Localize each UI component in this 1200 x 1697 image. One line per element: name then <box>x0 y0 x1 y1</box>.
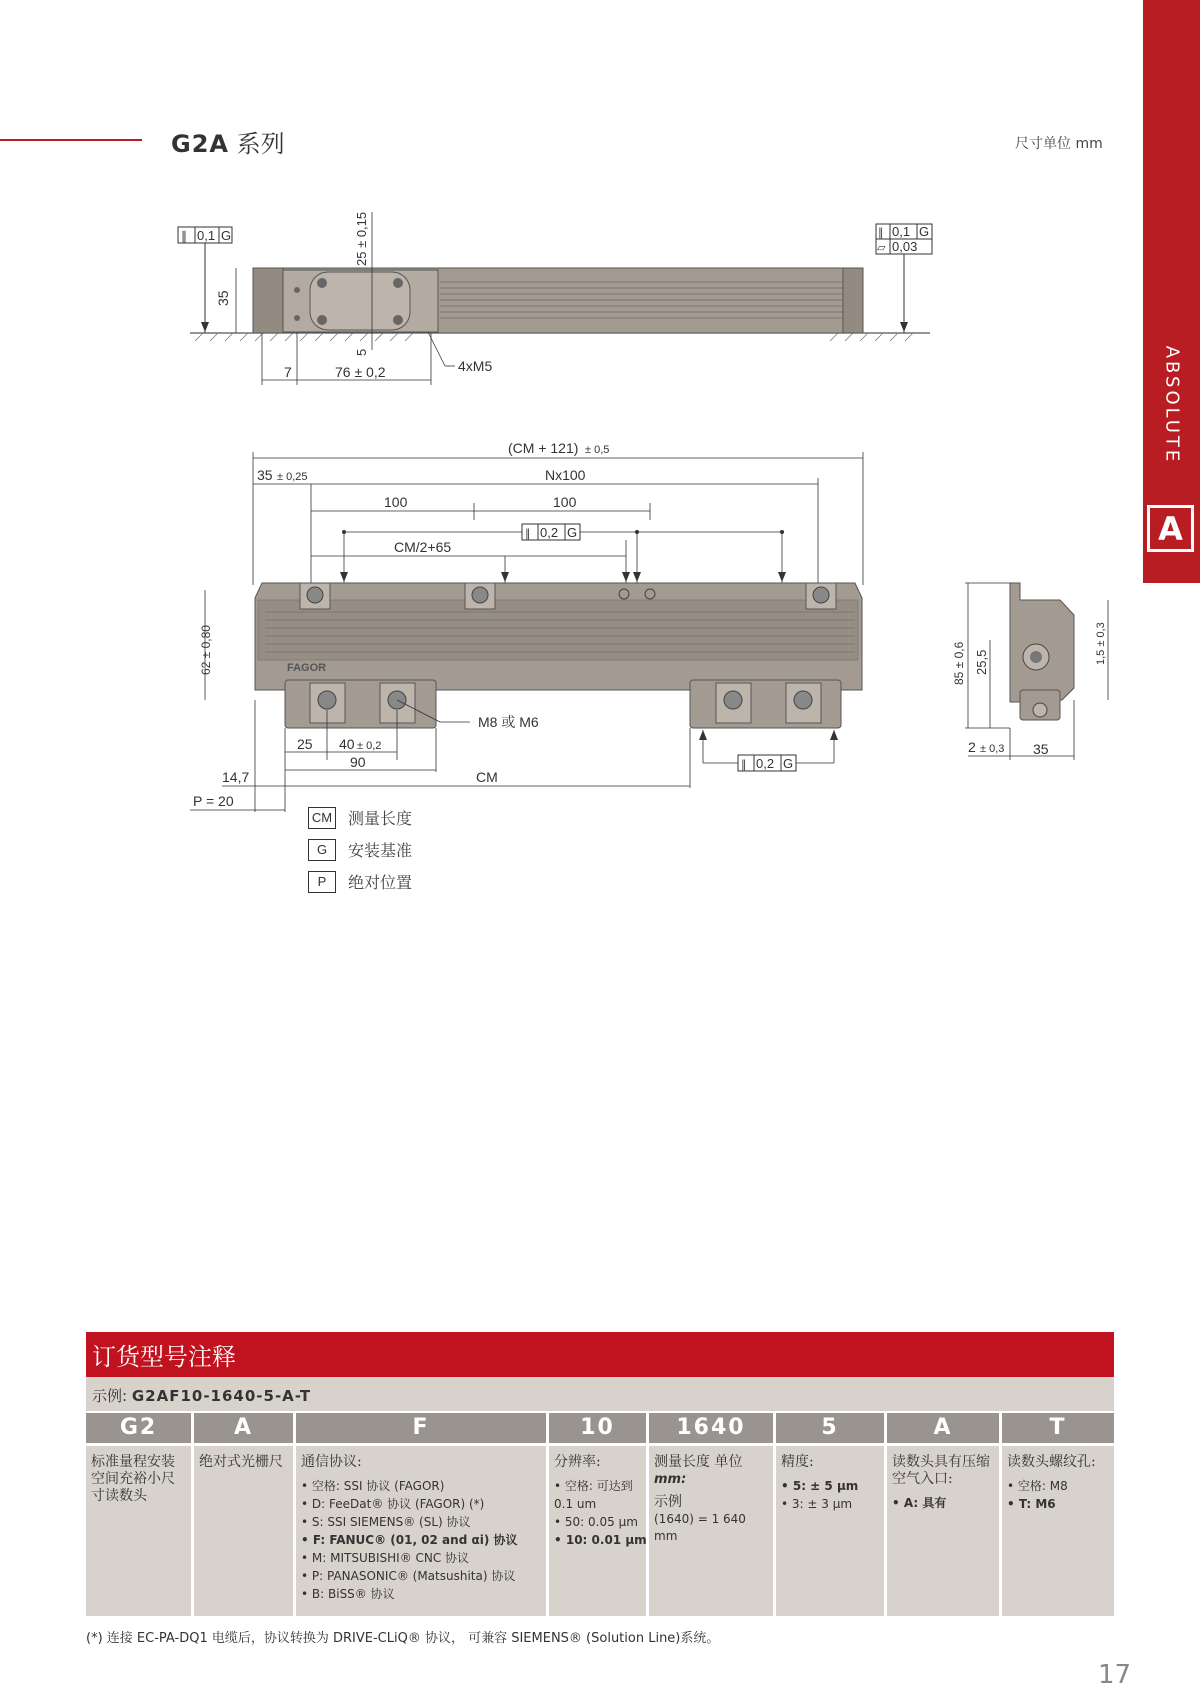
desc-10-list <box>554 1477 647 1549</box>
dim-nx100: Nx100 <box>545 467 586 483</box>
tol-right2-value: 0,03 <box>892 239 918 254</box>
unit-note: 尺寸单位 mm <box>1015 136 1103 152</box>
absolute-side-tab <box>1143 0 1200 583</box>
list-item: • 10: 0.01 μm <box>554 1531 641 1549</box>
order-title: 订货型号注释 <box>86 1332 1114 1377</box>
side-dim-255: 25,5 <box>974 649 989 675</box>
tol-left-value: 0,1 <box>197 228 216 243</box>
desc-t-title: 读数头螺纹孔: <box>1007 1454 1096 1470</box>
code-cell: 10 <box>549 1413 646 1443</box>
tol-bottom-ref: G <box>783 756 794 771</box>
desc-1640-title: 测量长度 单位 <box>654 1454 743 1470</box>
dim-p: P = 20 <box>193 793 234 809</box>
dim-overall-tol: ± 0,5 <box>585 444 610 456</box>
side-tab-letter: A <box>1147 505 1194 552</box>
list-item: • 5: ± 5 μm <box>781 1477 879 1495</box>
footnote: (*) 连接 EC-PA-DQ1 电缆后，协议转换为 DRIVE-CLiQ® 协议， 可兼容 SIEMENS® (Solution Line)系统。 <box>86 1631 720 1646</box>
list-item: • P: PANASONIC® (Matsushita) 协议 <box>301 1567 541 1585</box>
side-dim-2-tol: ± 0,3 <box>980 743 1005 755</box>
dim-90: 90 <box>350 754 366 770</box>
dim-cm: CM <box>476 769 498 785</box>
dim-40-tol: ± 0,2 <box>357 740 382 752</box>
code-cell: A <box>887 1413 999 1443</box>
tol-flat-value: 0,2 <box>540 525 559 540</box>
legend-key: CM <box>308 807 336 829</box>
dim-height-35: 35 <box>215 290 231 306</box>
list-item: • 空格: 可达到 0.1 um <box>554 1477 641 1513</box>
desc-a2-list <box>892 1494 994 1512</box>
desc-5-list <box>781 1477 879 1513</box>
desc-1640-value: (1640) = 1 640 mm <box>654 1512 746 1543</box>
front-view <box>190 440 863 812</box>
desc-a: 绝对式光栅尺 <box>194 1446 293 1616</box>
dim-100b: 100 <box>553 494 577 510</box>
code-cell: 1640 <box>649 1413 773 1443</box>
tol-flat-symbol: ∥ <box>525 528 531 540</box>
tol-right-value: 0,1 <box>892 224 911 239</box>
code-cell: F <box>296 1413 546 1443</box>
tol-flat-ref: G <box>567 525 578 540</box>
list-item: • F: FANUC® (01, 02 and αi) 协议 <box>301 1531 541 1549</box>
side-dim-15: 1,5 ± 0,3 <box>1095 622 1107 665</box>
side-tab-label: ABSOLUTE <box>1161 345 1183 465</box>
desc-1640 <box>649 1446 773 1616</box>
list-item: • T: M6 <box>1007 1495 1109 1513</box>
screw-size: M8 或 M6 <box>478 714 539 730</box>
desc-g2: 标准量程安装空间充裕小尺寸读数头 <box>86 1446 191 1616</box>
code-cell: 5 <box>776 1413 884 1443</box>
tol-right2-symbol: ⏥ <box>877 242 886 254</box>
desc-a2-title: 读数头具有压缩空气入口: <box>892 1454 990 1487</box>
list-item: • M: MITSUBISHI® CNC 协议 <box>301 1549 541 1567</box>
tol-bottom-value: 0,2 <box>756 756 775 771</box>
side-view <box>952 583 1108 760</box>
example-row <box>86 1377 1114 1411</box>
dim-7: 7 <box>284 364 292 380</box>
side-tab-label-wrap <box>1150 330 1194 480</box>
legend-desc: 安装基准 <box>348 841 413 860</box>
side-dim-2: 2 <box>968 739 976 755</box>
code-cell: G2 <box>86 1413 191 1443</box>
side-dim-85: 85 ± 0,6 <box>952 641 966 685</box>
tol-right-symbol: ∥ <box>878 227 884 239</box>
list-item: • 50: 0.05 μm <box>554 1513 641 1531</box>
dim-cm-half: CM/2+65 <box>394 539 452 555</box>
dim-25-front: 25 <box>297 736 313 752</box>
desc-5-title: 精度: <box>781 1454 814 1470</box>
dim-5: 5 <box>354 348 369 356</box>
desc-a2 <box>887 1446 999 1616</box>
legend-item-cm <box>308 806 412 829</box>
desc-5 <box>776 1446 884 1616</box>
list-item: • B: BiSS® 协议 <box>301 1585 541 1603</box>
tol-left-symbol: ∥ <box>181 229 187 243</box>
dim-76: 76 ± 0,2 <box>335 364 386 380</box>
side-dim-35: 35 <box>1033 741 1049 757</box>
series-word: 系列 <box>236 130 285 158</box>
dim-147: 14,7 <box>222 769 250 785</box>
series-code: G2A <box>171 130 229 158</box>
desc-t-list <box>1007 1477 1109 1513</box>
legend-key: P <box>308 871 336 893</box>
dim-35: 35 <box>257 467 273 483</box>
dim-35-tol: ± 0,25 <box>277 471 308 483</box>
list-item: • D: FeeDat® 协议 (FAGOR) (*) <box>301 1495 541 1513</box>
desc-10 <box>549 1446 646 1616</box>
code-cell: A <box>194 1413 293 1443</box>
example-code: G2AF10-1640-5-A-T <box>131 1387 312 1405</box>
brand-fagor: FAGOR <box>287 662 327 674</box>
dim-height-62: 62 ± 0,80 <box>199 625 213 675</box>
list-item: • S: SSI SIEMENS® (SL) 协议 <box>301 1513 541 1531</box>
legend-desc: 测量长度 <box>348 809 413 828</box>
list-item: • 空格: SSI 协议 (FAGOR) <box>301 1477 541 1495</box>
order-code-row <box>86 1413 1114 1443</box>
dim-40: 40 <box>339 736 355 752</box>
desc-f <box>296 1446 546 1616</box>
order-description-row <box>86 1446 1114 1616</box>
desc-f-title: 通信协议: <box>301 1454 362 1470</box>
legend-item-p <box>308 870 412 893</box>
desc-f-list <box>301 1477 541 1603</box>
legend-item-g <box>308 838 412 861</box>
list-item: • 空格: M8 <box>1007 1477 1109 1495</box>
thread-4xm5: 4xM5 <box>458 358 493 374</box>
list-item: • A: 具有 <box>892 1494 994 1512</box>
dim-overall: (CM + 121) <box>508 440 579 456</box>
desc-10-title: 分辨率: <box>554 1454 601 1470</box>
code-cell: T <box>1002 1413 1114 1443</box>
legend-key: G <box>308 839 336 861</box>
desc-t <box>1002 1446 1114 1616</box>
example-label: 示例: <box>92 1387 128 1405</box>
tol-left-ref: G <box>221 228 232 243</box>
desc-1640-unit: mm: <box>654 1472 687 1487</box>
page-number: 17 <box>1098 1660 1132 1690</box>
desc-1640-example: 示例 <box>654 1494 682 1510</box>
tol-right-ref: G <box>919 224 930 239</box>
dim-100a: 100 <box>384 494 408 510</box>
list-item: • 3: ± 3 μm <box>781 1495 879 1513</box>
top-view <box>178 212 932 385</box>
tol-bottom-symbol: ∥ <box>741 759 747 771</box>
legend-desc: 绝对位置 <box>348 873 413 892</box>
dim-25: 25 ± 0,15 <box>354 211 369 266</box>
